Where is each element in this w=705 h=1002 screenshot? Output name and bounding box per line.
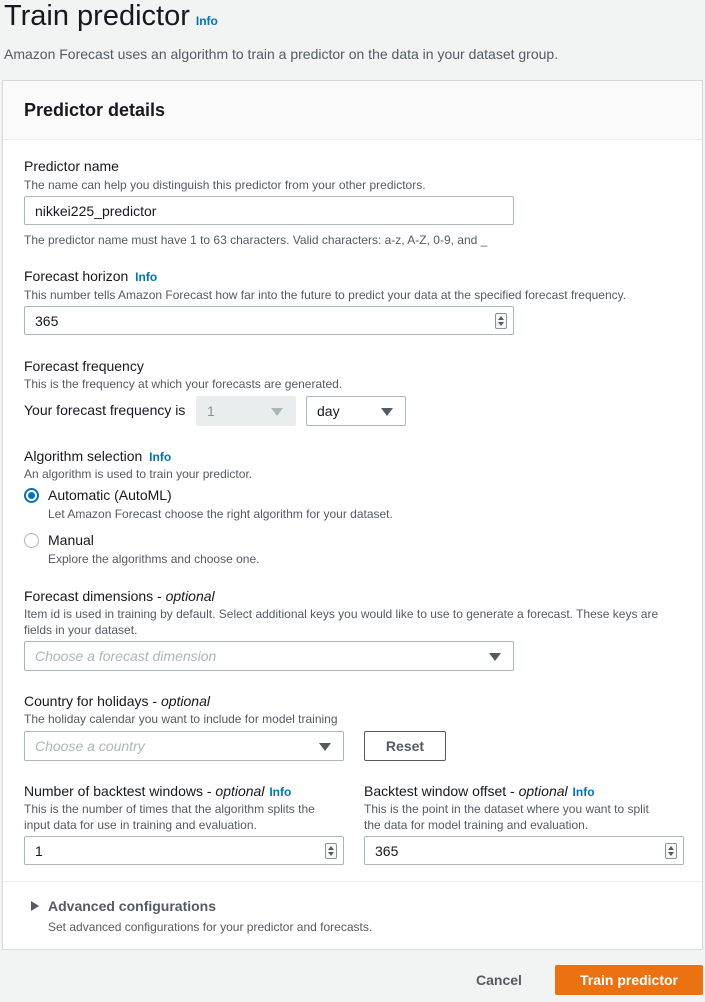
page-title-text: Train predictor [4, 0, 190, 32]
manual-label[interactable]: Manual [48, 532, 94, 548]
forecast-dimensions-label [24, 588, 215, 604]
backtest-offset-label [364, 783, 595, 799]
backtest-windows-info-link[interactable]: Info [269, 785, 292, 799]
forecast-frequency-unit-value: day [317, 403, 340, 419]
forecast-dimension-select[interactable] [24, 641, 514, 671]
country-holidays-label [24, 693, 210, 709]
section-divider [3, 881, 702, 882]
backtest-windows-optional: optional [215, 783, 265, 799]
manual-description: Explore the algorithms and choose one. [48, 552, 260, 566]
country-holidays-label-text: Country for holidays - [24, 693, 161, 709]
forecast-frequency-count-value: 1 [207, 403, 215, 419]
algorithm-info-link[interactable]: Info [149, 450, 172, 464]
backtest-offset-value: 365 [375, 842, 399, 859]
chevron-down-icon [319, 743, 331, 751]
country-holidays-optional: optional [160, 693, 210, 709]
country-select[interactable] [24, 731, 344, 761]
forecast-horizon-label [24, 268, 157, 284]
forecast-frequency-label: Forecast frequency [24, 358, 144, 374]
backtest-windows-description-2: input data for use in training and evaluation. [24, 818, 257, 832]
panel-title: Predictor details [24, 100, 166, 120]
predictor-name-description: The name can help you distinguish this predictor from your other predictors. [24, 178, 426, 192]
backtest-offset-info-link[interactable]: Info [572, 785, 595, 799]
backtest-offset-input[interactable] [364, 836, 684, 865]
manual-radio[interactable] [24, 533, 39, 548]
forecast-frequency-unit-select[interactable] [306, 396, 406, 426]
advanced-configurations-toggle[interactable]: Advanced configurations [48, 898, 217, 914]
chevron-down-icon [381, 408, 393, 416]
algorithm-selection-label-text: Algorithm selection [24, 448, 143, 464]
algorithm-description: An algorithm is used to train your predictor. [24, 467, 253, 481]
forecast-dimensions-label-text: Forecast dimensions - [24, 588, 166, 604]
panel-header [3, 81, 702, 140]
predictor-name-value: nikkei225_predictor [35, 202, 157, 219]
forecast-horizon-info-link[interactable]: Info [135, 270, 158, 284]
chevron-down-icon [489, 653, 501, 661]
automl-label[interactable]: Automatic (AutoML) [48, 487, 172, 503]
reset-button[interactable]: Reset [364, 731, 446, 761]
chevron-down-icon [271, 408, 283, 416]
backtest-windows-value: 1 [35, 842, 43, 859]
forecast-horizon-input[interactable] [24, 306, 514, 335]
cancel-button[interactable]: Cancel [476, 972, 522, 988]
backtest-offset-spinner-icon[interactable] [665, 843, 677, 859]
automl-description: Let Amazon Forecast choose the right algorithm for your dataset. [48, 507, 393, 521]
algorithm-selection-label [24, 448, 171, 464]
page-description: Amazon Forecast uses an algorithm to train a predictor on the data in your dataset group. [4, 46, 559, 62]
backtest-windows-input[interactable] [24, 836, 344, 865]
backtest-windows-spinner-icon[interactable] [325, 843, 337, 859]
backtest-offset-description-1: This is the point in the dataset where you want to split [364, 802, 649, 816]
backtest-windows-label [24, 783, 291, 799]
forecast-frequency-description: This is the frequency at which your forecasts are generated. [24, 377, 343, 391]
page-info-link[interactable]: Info [195, 14, 218, 28]
predictor-name-input[interactable] [24, 196, 514, 225]
forecast-frequency-inline-label: Your forecast frequency is [24, 402, 186, 418]
predictor-name-label: Predictor name [24, 158, 119, 174]
country-holidays-description: The holiday calendar you want to include for model training [24, 712, 338, 726]
backtest-windows-description-1: This is the number of times that the algorithm splits the [24, 802, 315, 816]
forecast-dimensions-optional: optional [165, 588, 215, 604]
automl-radio[interactable] [24, 488, 39, 503]
forecast-horizon-value: 365 [35, 312, 59, 329]
page-title [4, 0, 218, 33]
forecast-horizon-description: This number tells Amazon Forecast how far into the future to predict your data at the specified forecast frequency. [24, 288, 627, 302]
predictor-details-panel [2, 80, 703, 950]
forecast-frequency-count-select [196, 396, 296, 426]
forecast-horizon-spinner-icon[interactable] [495, 313, 507, 329]
backtest-offset-optional: optional [518, 783, 568, 799]
backtest-windows-label-text: Number of backtest windows - [24, 783, 216, 799]
predictor-name-constraint: The predictor name must have 1 to 63 characters. Valid characters: a-z, A-Z, 0-9, and _ [24, 233, 488, 247]
forecast-horizon-label-text: Forecast horizon [24, 268, 129, 284]
backtest-offset-description-2: the data for model training and evaluation. [364, 818, 589, 832]
country-placeholder: Choose a country [35, 738, 145, 754]
backtest-offset-label-text: Backtest window offset - [364, 783, 519, 799]
caret-right-icon[interactable] [31, 901, 39, 911]
advanced-configurations-description: Set advanced configurations for your predictor and forecasts. [48, 920, 373, 934]
forecast-dimensions-description-1: Item id is used in training by default. Select additional keys you would like to use to generate a forecast. These keys are [24, 607, 659, 621]
train-predictor-button[interactable]: Train predictor [555, 965, 703, 995]
forecast-dimensions-description-2: fields in your dataset. [24, 623, 138, 637]
forecast-dimension-placeholder: Choose a forecast dimension [35, 648, 217, 664]
